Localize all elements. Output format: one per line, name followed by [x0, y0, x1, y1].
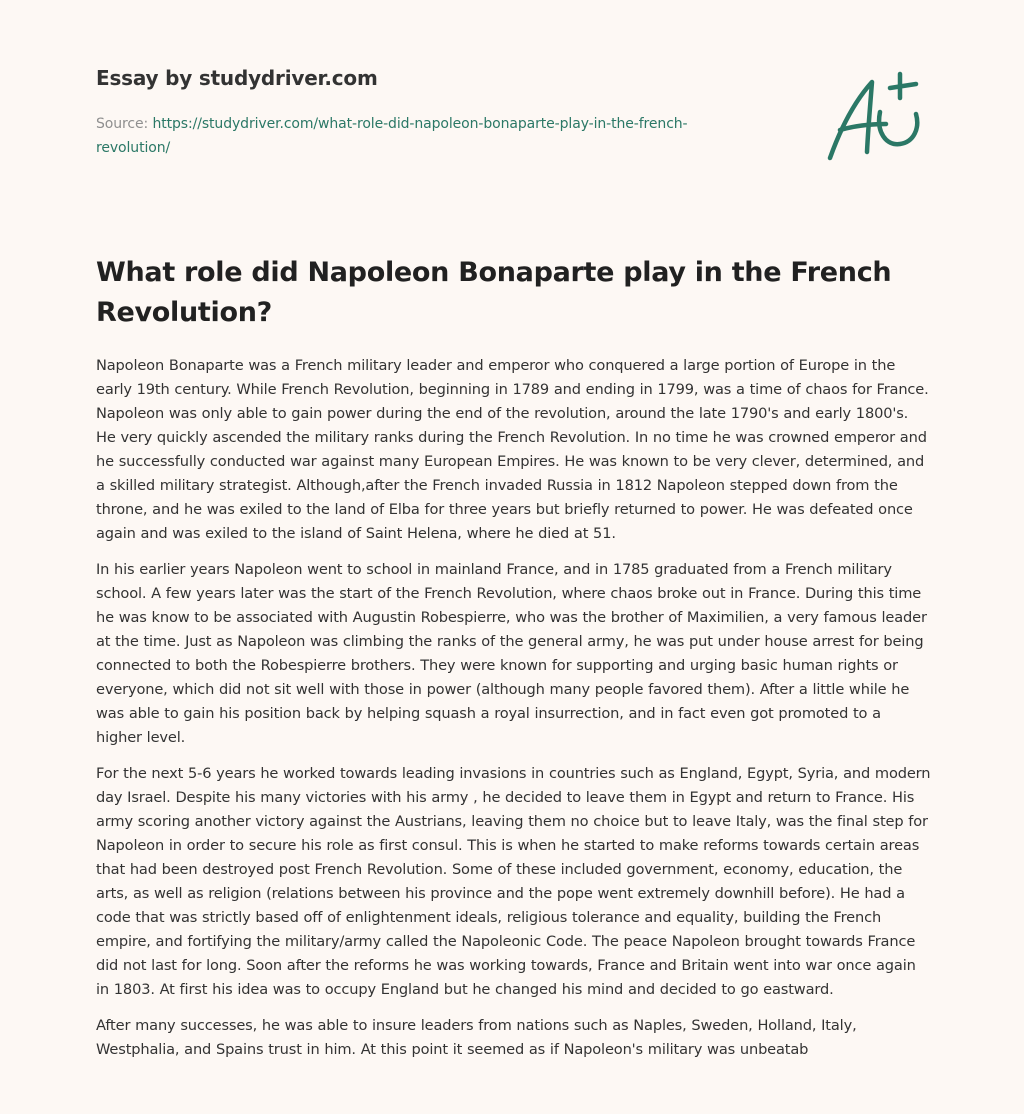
source-link-part-1: https://studydriver.com/what-role-did-napoleon-bonaparte-play-in-the-french- [152, 116, 688, 132]
source-link-part-2: revolution/ [96, 140, 171, 156]
essay-paragraph: In his earlier years Napoleon went to school in mainland France, and in 1785 graduated from a French military school. A few years later was the start of the French Revolution, where chaos broke out in France. During this time he was know to be associated with Augustin Robespierre, who was the brother of Maximilien, a very famous leader at the time. Just as Napoleon was climbing the ranks of the general army, he was put under house arrest for being connected to both the Robespierre brothers. They were known for supporting and urging basic human rights or everyone, which did not sit well with those in power (although many people favored them). After a little while he was able to gain his position back by helping squash a royal insurrection, and in fact even got promoted to a higher level. [96, 561, 927, 746]
essay-paragraph: Napoleon Bonaparte was a French military leader and emperor who conquered a large portion of Europe in the early 19th century. While French Revolution, beginning in 1789 and ending in 1799, was a time of chaos for France. Napoleon was only able to gain power during the end of the revolution, around the late 1790's and early 1800's. He very quickly ascended the military ranks during the French Revolution. In no time he was crowned emperor and he successfully conducted war against many European Empires. He was known to be very clever, determined, and a skilled military strategist. Although,after the French invaded Russia in 1812 Napoleon stepped down from the throne, and he was exiled to the land of Elba for three years but briefly returned to power. He was defeated once again and was exiled to the island of Saint Helena, where he died at 51. [96, 357, 929, 542]
a-plus-logo-icon [820, 68, 930, 164]
essay-paragraph: For the next 5-6 years he worked towards leading invasions in countries such as England, Egypt, Syria, and modern day Israel. Despite his many victories with his army , he decided to leave them in Egypt and return to France. His army scoring another victory against the Austrians, leaving them no choice but to leave Italy, was the final step for Napoleon in order to secure his role as first consul. This is when he started to make reforms towards certain areas that had been destroyed post French Revolution. Some of these included government, economy, education, the arts, as well as religion (relations between his province and the pope went extremely downhill before). He had a code that was strictly based off of enlightenment ideals, religious tolerance and equality, building the French empire, and fortifying the military/army called the Napoleonic Code. The peace Napoleon brought towards France did not last for long. Soon after the reforms he was working towards, France and Britain went into war once again in 1803. At first his idea was to occupy England but he changed his mind and decided to go eastward. [96, 765, 931, 998]
essay-paragraph: After many successes, he was able to insure leaders from nations such as Naples, Sweden, Holland, Italy, Westphalia, and Spains trust in him. At this point it seemed as if Napoleon's military was unbeatab [96, 1017, 857, 1058]
source-link[interactable] [96, 116, 688, 156]
essay-body [96, 354, 931, 1074]
source-line [96, 112, 796, 160]
essay-title: What role did Napoleon Bonaparte play in the French Revolution? [96, 257, 892, 328]
site-brand: Essay by studydriver.com [96, 66, 378, 90]
source-label: Source: [96, 116, 153, 132]
